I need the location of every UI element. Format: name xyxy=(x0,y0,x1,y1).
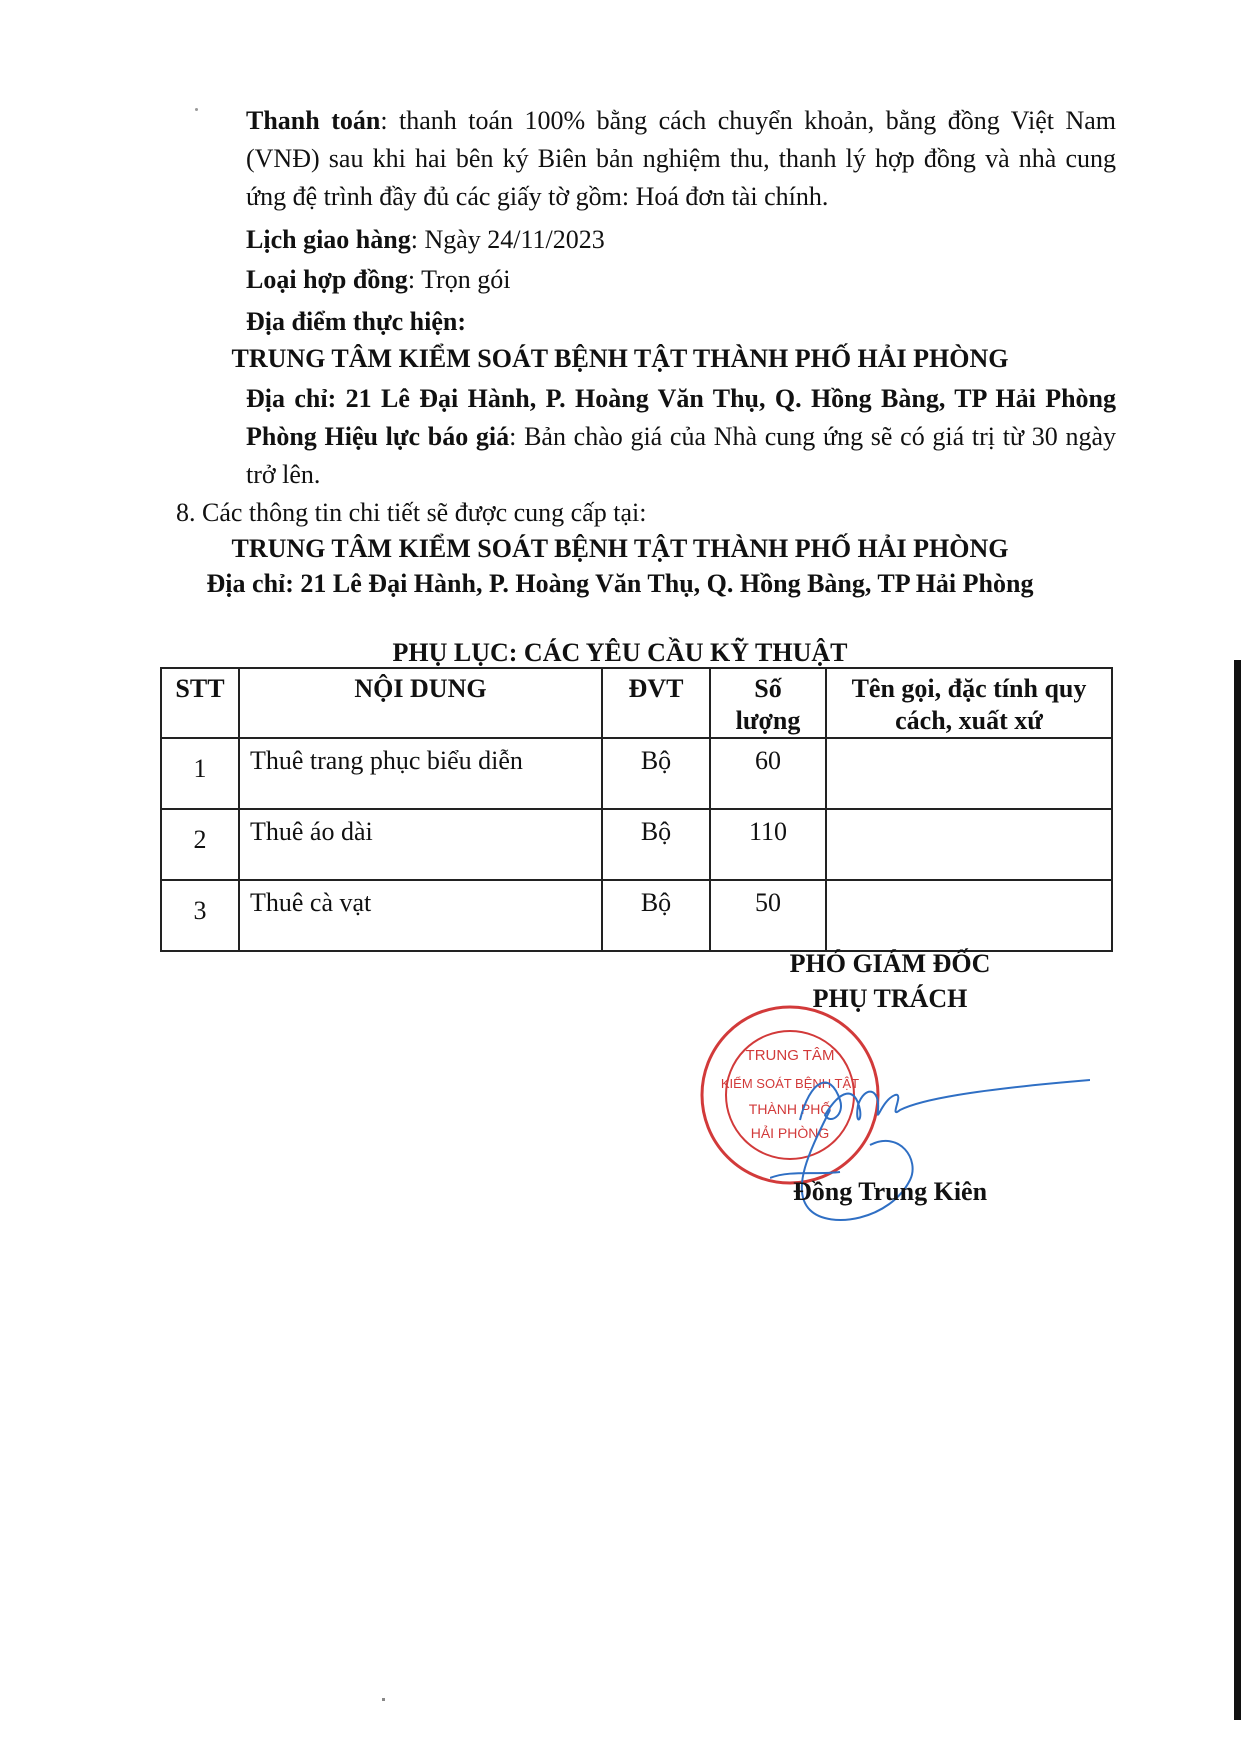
row-content: Thuê cà vạt xyxy=(239,880,602,951)
header-content: NỘI DUNG xyxy=(239,668,602,738)
appendix-title: PHỤ LỤC: CÁC YÊU CẦU KỸ THUẬT xyxy=(392,638,848,667)
signer-title-line2: PHỤ TRÁCH xyxy=(812,984,968,1013)
header-unit: ĐVT xyxy=(602,668,710,738)
payment-paragraph xyxy=(246,102,1116,216)
location-label: Địa điểm thực hiện: xyxy=(246,307,466,336)
payment-label: Thanh toán xyxy=(246,106,381,135)
delivery-label: Lịch giao hàng xyxy=(246,225,411,254)
table-row xyxy=(161,738,1112,809)
location-org: TRUNG TÂM KIỂM SOÁT BỆNH TẬT THÀNH PHỐ HẢI PHÒNG xyxy=(231,344,1009,373)
table-row xyxy=(161,880,1112,951)
contract-type-text: : Trọn gói xyxy=(407,265,511,294)
scan-speck xyxy=(382,1698,385,1701)
header-quantity-line1: Số xyxy=(754,674,782,703)
table-header-row xyxy=(161,668,1112,738)
location-address: Địa chỉ: 21 Lê Đại Hành, P. Hoàng Văn Thụ, Q. Hồng Bàng, TP Hải Phòng Phòng Hiệu lực báo giá xyxy=(246,384,1116,451)
row-spec xyxy=(826,880,1112,951)
row-content: Thuê trang phục biểu diễn xyxy=(239,738,602,809)
header-spec xyxy=(826,668,1112,738)
row-stt: 1 xyxy=(161,738,239,809)
spec-table xyxy=(160,667,1113,952)
location-line xyxy=(246,303,466,341)
stamp-line-4: HẢI PHÒNG xyxy=(750,1125,830,1141)
row-quantity: 60 xyxy=(710,738,826,809)
scan-speck xyxy=(195,108,198,111)
header-stt: STT xyxy=(161,668,239,738)
row-spec xyxy=(826,738,1112,809)
row-unit: Bộ xyxy=(602,880,710,951)
row-content: Thuê áo dài xyxy=(239,809,602,880)
header-spec-line2: cách, xuất xứ xyxy=(895,706,1043,735)
header-quantity-line2: lượng xyxy=(735,706,801,735)
location-address-paragraph xyxy=(246,380,1116,494)
row-quantity: 50 xyxy=(710,880,826,951)
contract-type-line xyxy=(246,261,510,299)
delivery-line xyxy=(246,221,605,259)
signer-title-line1: PHÓ GIÁM ĐỐC xyxy=(789,949,991,978)
handwritten-signature xyxy=(770,1060,1090,1250)
row-unit: Bộ xyxy=(602,809,710,880)
stamp-line-3: THÀNH PHỐ xyxy=(748,1101,832,1117)
row-spec xyxy=(826,809,1112,880)
row-quantity: 110 xyxy=(710,809,826,880)
row-stt: 3 xyxy=(161,880,239,951)
item8-text: 8. Các thông tin chi tiết sẽ được cung cấp tại: xyxy=(176,498,647,527)
item8-address: Địa chỉ: 21 Lê Đại Hành, P. Hoàng Văn Thụ, Q. Hồng Bàng, TP Hải Phòng xyxy=(206,569,1034,598)
scan-edge-bar xyxy=(1234,660,1241,1720)
stamp-line-2: KIỂM SOÁT BỆNH TẬT xyxy=(720,1076,860,1091)
delivery-text: : Ngày 24/11/2023 xyxy=(410,225,605,254)
row-stt: 2 xyxy=(161,809,239,880)
header-quantity xyxy=(710,668,826,738)
payment-text: : thanh toán 100% bằng cách chuyển khoản, bằng đồng Việt Nam (VNĐ) sau khi hai bên ký Biên bản nghiệm thu, thanh lý hợp đồng và nhà cung ứng đệ trình đầy đủ các giấy tờ gồm: Hoá đơn tài chính. xyxy=(246,106,1116,211)
table-row xyxy=(161,809,1112,880)
validity-text: : Bản chào giá của Nhà cung ứng sẽ có giá trị từ 30 ngày trở lên. xyxy=(246,422,1116,489)
header-spec-line1: Tên gọi, đặc tính quy xyxy=(851,674,1087,703)
row-unit: Bộ xyxy=(602,738,710,809)
signer-name: Đồng Trung Kiên xyxy=(792,1177,988,1206)
item8-org: TRUNG TÂM KIỂM SOÁT BỆNH TẬT THÀNH PHỐ HẢI PHÒNG xyxy=(231,534,1009,563)
contract-type-label: Loại hợp đồng xyxy=(246,265,408,294)
stamp-line-1: TRUNG TÂM xyxy=(745,1047,835,1064)
